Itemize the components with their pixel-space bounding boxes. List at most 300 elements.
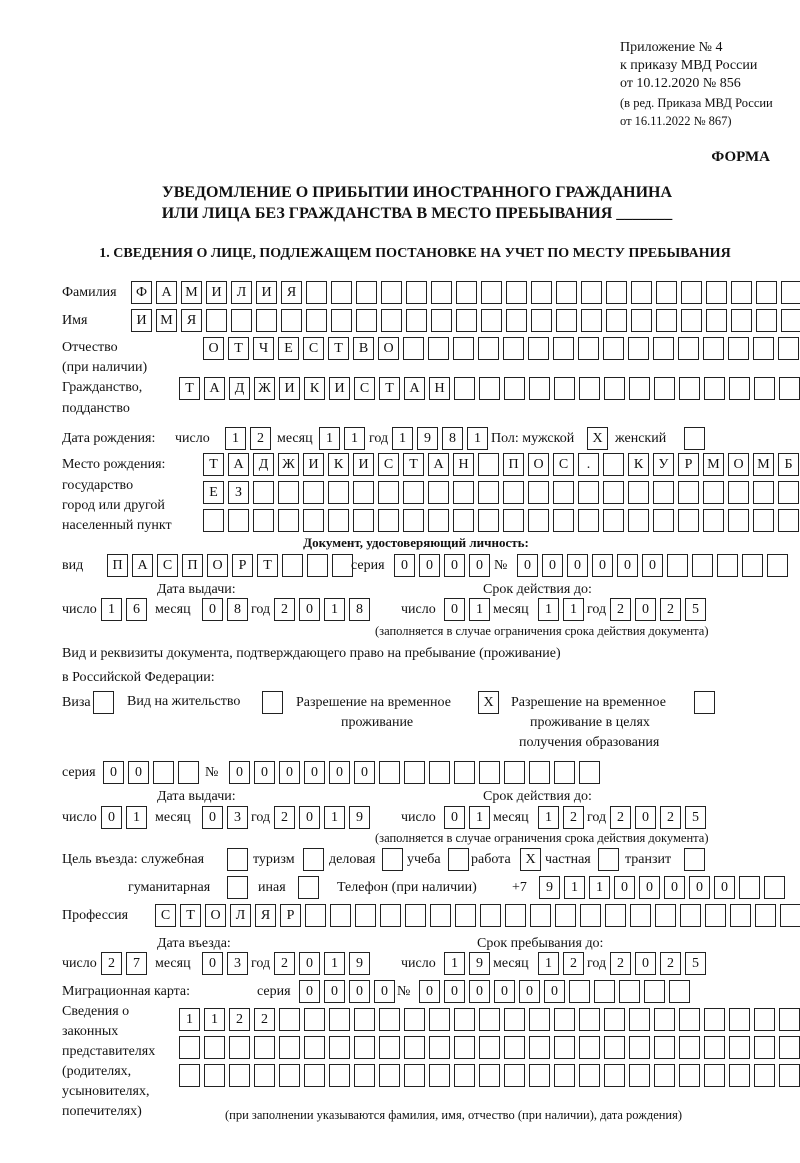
char-box[interactable]: И	[303, 453, 324, 476]
patronymic-boxes[interactable]	[203, 337, 799, 360]
char-box[interactable]: 1	[467, 427, 488, 450]
char-box[interactable]	[679, 377, 700, 400]
char-box[interactable]	[604, 1064, 625, 1087]
char-box[interactable]: 3	[227, 806, 248, 829]
char-box[interactable]	[331, 281, 352, 304]
char-box[interactable]	[780, 904, 800, 927]
char-box[interactable]	[279, 1036, 300, 1059]
char-box[interactable]	[428, 509, 449, 532]
char-box[interactable]	[753, 509, 774, 532]
birthplace-boxes[interactable]	[203, 481, 799, 504]
char-box[interactable]	[679, 1064, 700, 1087]
char-box[interactable]: 2	[660, 806, 681, 829]
char-box[interactable]	[256, 309, 277, 332]
char-box[interactable]: 2	[660, 952, 681, 975]
char-box[interactable]	[278, 481, 299, 504]
char-box[interactable]: Я	[255, 904, 276, 927]
char-box[interactable]	[404, 1008, 425, 1031]
birthplace-boxes[interactable]	[203, 509, 799, 532]
birthplace-boxes[interactable]	[203, 453, 799, 476]
char-box[interactable]	[556, 309, 577, 332]
char-box[interactable]	[756, 281, 777, 304]
char-box[interactable]: 1	[563, 598, 584, 621]
char-box[interactable]	[778, 337, 799, 360]
char-box[interactable]	[530, 904, 551, 927]
char-box[interactable]: 0	[567, 554, 588, 577]
phone-boxes[interactable]	[539, 876, 785, 899]
char-box[interactable]	[631, 281, 652, 304]
char-box[interactable]	[704, 1064, 725, 1087]
char-box[interactable]: 0	[544, 980, 565, 1003]
char-box[interactable]: А	[228, 453, 249, 476]
char-box[interactable]	[227, 876, 248, 899]
char-box[interactable]: 1	[589, 876, 610, 899]
char-box[interactable]: X	[587, 427, 608, 450]
char-box[interactable]: Ч	[253, 337, 274, 360]
id-issue-year-boxes[interactable]	[274, 598, 370, 621]
char-box[interactable]	[684, 427, 705, 450]
char-box[interactable]	[380, 904, 401, 927]
char-box[interactable]: Т	[379, 377, 400, 400]
char-box[interactable]	[505, 904, 526, 927]
char-box[interactable]	[703, 509, 724, 532]
char-box[interactable]	[604, 1036, 625, 1059]
char-box[interactable]	[742, 554, 763, 577]
char-box[interactable]	[329, 1064, 350, 1087]
char-box[interactable]: 0	[517, 554, 538, 577]
char-box[interactable]: 0	[635, 806, 656, 829]
char-box[interactable]	[629, 1064, 650, 1087]
char-box[interactable]	[331, 309, 352, 332]
char-box[interactable]	[531, 281, 552, 304]
stay-valid-month-boxes[interactable]	[538, 806, 584, 829]
char-box[interactable]	[329, 1008, 350, 1031]
char-box[interactable]	[203, 509, 224, 532]
char-box[interactable]	[603, 337, 624, 360]
birth-year-boxes[interactable]	[392, 427, 488, 450]
char-box[interactable]	[478, 481, 499, 504]
char-box[interactable]: Ж	[254, 377, 275, 400]
char-box[interactable]	[704, 1008, 725, 1031]
residence-checkbox[interactable]	[262, 691, 283, 714]
char-box[interactable]	[528, 481, 549, 504]
char-box[interactable]: К	[328, 453, 349, 476]
char-box[interactable]	[454, 1064, 475, 1087]
char-box[interactable]	[654, 1036, 675, 1059]
id-kind-boxes[interactable]	[107, 554, 353, 577]
char-box[interactable]	[579, 377, 600, 400]
stay-issue-day-boxes[interactable]	[101, 806, 147, 829]
char-box[interactable]	[679, 1036, 700, 1059]
char-box[interactable]	[481, 309, 502, 332]
char-box[interactable]: 0	[299, 598, 320, 621]
stay-until-day-boxes[interactable]	[444, 952, 490, 975]
char-box[interactable]: 1	[225, 427, 246, 450]
char-box[interactable]: 0	[444, 806, 465, 829]
char-box[interactable]	[356, 309, 377, 332]
citizenship-boxes[interactable]	[179, 377, 800, 400]
char-box[interactable]: 0	[329, 761, 350, 784]
char-box[interactable]: Т	[203, 453, 224, 476]
char-box[interactable]	[304, 1008, 325, 1031]
char-box[interactable]	[403, 509, 424, 532]
char-box[interactable]	[354, 1036, 375, 1059]
sex-male-checkbox[interactable]	[587, 427, 608, 450]
char-box[interactable]: 3	[227, 952, 248, 975]
char-box[interactable]: К	[304, 377, 325, 400]
char-box[interactable]	[506, 281, 527, 304]
char-box[interactable]	[754, 377, 775, 400]
char-box[interactable]: 2	[610, 806, 631, 829]
char-box[interactable]: 1	[101, 598, 122, 621]
stay-issue-month-boxes[interactable]	[202, 806, 248, 829]
char-box[interactable]	[654, 1064, 675, 1087]
char-box[interactable]: 0	[494, 980, 515, 1003]
char-box[interactable]: 0	[103, 761, 124, 784]
char-box[interactable]	[282, 554, 303, 577]
char-box[interactable]: И	[131, 309, 152, 332]
id-issue-day-boxes[interactable]	[101, 598, 147, 621]
char-box[interactable]: 2	[610, 598, 631, 621]
char-box[interactable]	[579, 761, 600, 784]
char-box[interactable]: З	[228, 481, 249, 504]
char-box[interactable]: 0	[202, 598, 223, 621]
char-box[interactable]	[528, 337, 549, 360]
char-box[interactable]: 8	[442, 427, 463, 450]
char-box[interactable]	[739, 876, 760, 899]
char-box[interactable]	[631, 309, 652, 332]
char-box[interactable]: 0	[324, 980, 345, 1003]
char-box[interactable]: О	[203, 337, 224, 360]
char-box[interactable]	[628, 337, 649, 360]
char-box[interactable]: 1	[538, 598, 559, 621]
char-box[interactable]	[555, 904, 576, 927]
char-box[interactable]	[778, 481, 799, 504]
char-box[interactable]	[262, 691, 283, 714]
char-box[interactable]	[684, 848, 705, 871]
char-box[interactable]	[628, 481, 649, 504]
char-box[interactable]	[554, 377, 575, 400]
char-box[interactable]: 0	[614, 876, 635, 899]
char-box[interactable]: И	[353, 453, 374, 476]
char-box[interactable]: С	[378, 453, 399, 476]
char-box[interactable]: 1	[392, 427, 413, 450]
char-box[interactable]	[403, 481, 424, 504]
char-box[interactable]	[303, 481, 324, 504]
char-box[interactable]	[529, 1036, 550, 1059]
char-box[interactable]	[405, 904, 426, 927]
char-box[interactable]: 5	[685, 806, 706, 829]
char-box[interactable]	[706, 281, 727, 304]
migration-number-boxes[interactable]	[419, 980, 690, 1003]
char-box[interactable]	[781, 281, 800, 304]
char-box[interactable]	[679, 1008, 700, 1031]
char-box[interactable]: 8	[227, 598, 248, 621]
char-box[interactable]	[356, 281, 377, 304]
char-box[interactable]	[231, 309, 252, 332]
char-box[interactable]	[253, 481, 274, 504]
char-box[interactable]: 0	[254, 761, 275, 784]
char-box[interactable]	[478, 509, 499, 532]
char-box[interactable]	[303, 848, 324, 871]
char-box[interactable]	[779, 1064, 800, 1087]
profession-boxes[interactable]	[155, 904, 800, 927]
char-box[interactable]: 2	[254, 1008, 275, 1031]
char-box[interactable]: 0	[128, 761, 149, 784]
char-box[interactable]	[654, 377, 675, 400]
char-box[interactable]	[431, 309, 452, 332]
char-box[interactable]	[479, 1064, 500, 1087]
char-box[interactable]: О	[207, 554, 228, 577]
char-box[interactable]	[204, 1064, 225, 1087]
purpose-humanitarian-checkbox[interactable]	[227, 876, 248, 899]
char-box[interactable]: Т	[328, 337, 349, 360]
char-box[interactable]	[403, 337, 424, 360]
char-box[interactable]: 1	[469, 806, 490, 829]
char-box[interactable]	[778, 509, 799, 532]
migration-series-boxes[interactable]	[299, 980, 395, 1003]
char-box[interactable]	[179, 1064, 200, 1087]
char-box[interactable]	[428, 337, 449, 360]
char-box[interactable]	[605, 904, 626, 927]
char-box[interactable]: С	[157, 554, 178, 577]
char-box[interactable]	[279, 1064, 300, 1087]
char-box[interactable]: Д	[229, 377, 250, 400]
char-box[interactable]	[731, 309, 752, 332]
char-box[interactable]: 0	[689, 876, 710, 899]
char-box[interactable]	[382, 848, 403, 871]
char-box[interactable]: П	[182, 554, 203, 577]
char-box[interactable]: И	[279, 377, 300, 400]
char-box[interactable]	[478, 337, 499, 360]
char-box[interactable]	[579, 1036, 600, 1059]
char-box[interactable]	[306, 309, 327, 332]
char-box[interactable]	[379, 761, 400, 784]
purpose-work-checkbox[interactable]	[520, 848, 541, 871]
char-box[interactable]: 0	[202, 806, 223, 829]
char-box[interactable]	[578, 337, 599, 360]
char-box[interactable]: Л	[231, 281, 252, 304]
char-box[interactable]: 1	[538, 952, 559, 975]
char-box[interactable]	[554, 1008, 575, 1031]
char-box[interactable]	[307, 554, 328, 577]
id-valid-day-boxes[interactable]	[444, 598, 490, 621]
char-box[interactable]	[669, 980, 690, 1003]
char-box[interactable]: С	[553, 453, 574, 476]
char-box[interactable]	[678, 337, 699, 360]
char-box[interactable]	[429, 1008, 450, 1031]
char-box[interactable]: 0	[299, 980, 320, 1003]
char-box[interactable]	[253, 509, 274, 532]
char-box[interactable]: 0	[519, 980, 540, 1003]
char-box[interactable]	[529, 377, 550, 400]
char-box[interactable]	[581, 309, 602, 332]
char-box[interactable]	[228, 509, 249, 532]
char-box[interactable]: Е	[203, 481, 224, 504]
char-box[interactable]: Л	[230, 904, 251, 927]
char-box[interactable]	[603, 481, 624, 504]
char-box[interactable]: 0	[229, 761, 250, 784]
char-box[interactable]	[729, 1008, 750, 1031]
char-box[interactable]	[504, 761, 525, 784]
char-box[interactable]	[764, 876, 785, 899]
char-box[interactable]	[653, 337, 674, 360]
char-box[interactable]	[554, 1064, 575, 1087]
char-box[interactable]: Н	[429, 377, 450, 400]
char-box[interactable]: К	[628, 453, 649, 476]
char-box[interactable]	[429, 1064, 450, 1087]
char-box[interactable]	[754, 1008, 775, 1031]
char-box[interactable]	[406, 281, 427, 304]
id-valid-month-boxes[interactable]	[538, 598, 584, 621]
char-box[interactable]	[728, 509, 749, 532]
char-box[interactable]: М	[181, 281, 202, 304]
char-box[interactable]	[353, 509, 374, 532]
char-box[interactable]: 0	[642, 554, 663, 577]
char-box[interactable]	[454, 1008, 475, 1031]
stay-until-month-boxes[interactable]	[538, 952, 584, 975]
char-box[interactable]	[678, 481, 699, 504]
char-box[interactable]	[204, 1036, 225, 1059]
char-box[interactable]	[453, 481, 474, 504]
char-box[interactable]: 9	[349, 806, 370, 829]
surname-boxes[interactable]	[131, 281, 800, 304]
char-box[interactable]	[644, 980, 665, 1003]
char-box[interactable]: 1	[538, 806, 559, 829]
char-box[interactable]: 0	[664, 876, 685, 899]
char-box[interactable]	[448, 848, 469, 871]
char-box[interactable]: 1	[319, 427, 340, 450]
birth-month-boxes[interactable]	[319, 427, 365, 450]
char-box[interactable]	[381, 281, 402, 304]
char-box[interactable]	[703, 337, 724, 360]
char-box[interactable]	[729, 377, 750, 400]
char-box[interactable]: Я	[181, 309, 202, 332]
char-box[interactable]: X	[520, 848, 541, 871]
char-box[interactable]: О	[528, 453, 549, 476]
char-box[interactable]: 1	[469, 598, 490, 621]
char-box[interactable]: 0	[304, 761, 325, 784]
char-box[interactable]: А	[428, 453, 449, 476]
char-box[interactable]	[694, 691, 715, 714]
char-box[interactable]	[305, 904, 326, 927]
char-box[interactable]	[729, 1036, 750, 1059]
char-box[interactable]	[594, 980, 615, 1003]
stay-valid-year-boxes[interactable]	[610, 806, 706, 829]
char-box[interactable]: 2	[250, 427, 271, 450]
char-box[interactable]: 1	[324, 952, 345, 975]
char-box[interactable]	[354, 1064, 375, 1087]
representatives-boxes[interactable]	[179, 1008, 800, 1031]
char-box[interactable]	[406, 309, 427, 332]
char-box[interactable]	[603, 453, 624, 476]
char-box[interactable]	[717, 554, 738, 577]
id-issue-month-boxes[interactable]	[202, 598, 248, 621]
char-box[interactable]	[619, 980, 640, 1003]
char-box[interactable]	[229, 1064, 250, 1087]
char-box[interactable]	[298, 876, 319, 899]
char-box[interactable]	[656, 281, 677, 304]
char-box[interactable]: П	[107, 554, 128, 577]
char-box[interactable]: 5	[685, 598, 706, 621]
char-box[interactable]	[353, 481, 374, 504]
char-box[interactable]	[254, 1064, 275, 1087]
char-box[interactable]	[753, 481, 774, 504]
char-box[interactable]: С	[354, 377, 375, 400]
char-box[interactable]: 2	[274, 598, 295, 621]
char-box[interactable]: 0	[617, 554, 638, 577]
char-box[interactable]	[705, 904, 726, 927]
char-box[interactable]	[504, 1064, 525, 1087]
char-box[interactable]	[178, 761, 199, 784]
char-box[interactable]	[554, 1036, 575, 1059]
char-box[interactable]: 6	[126, 598, 147, 621]
char-box[interactable]	[779, 377, 800, 400]
char-box[interactable]	[304, 1064, 325, 1087]
char-box[interactable]	[730, 904, 751, 927]
char-box[interactable]: 0	[469, 980, 490, 1003]
char-box[interactable]	[578, 509, 599, 532]
char-box[interactable]: 0	[639, 876, 660, 899]
char-box[interactable]: 9	[469, 952, 490, 975]
char-box[interactable]	[479, 1036, 500, 1059]
char-box[interactable]: 0	[299, 806, 320, 829]
stay-series-boxes[interactable]	[103, 761, 199, 784]
char-box[interactable]	[580, 904, 601, 927]
char-box[interactable]	[553, 509, 574, 532]
char-box[interactable]	[754, 1064, 775, 1087]
char-box[interactable]: О	[728, 453, 749, 476]
char-box[interactable]	[606, 281, 627, 304]
char-box[interactable]: 0	[469, 554, 490, 577]
char-box[interactable]: 0	[374, 980, 395, 1003]
char-box[interactable]	[581, 281, 602, 304]
char-box[interactable]	[579, 1008, 600, 1031]
char-box[interactable]	[355, 904, 376, 927]
char-box[interactable]: 0	[419, 554, 440, 577]
char-box[interactable]	[681, 309, 702, 332]
char-box[interactable]	[281, 309, 302, 332]
char-box[interactable]: 0	[202, 952, 223, 975]
char-box[interactable]	[603, 509, 624, 532]
stay-issue-year-boxes[interactable]	[274, 806, 370, 829]
char-box[interactable]	[681, 281, 702, 304]
char-box[interactable]	[504, 377, 525, 400]
char-box[interactable]	[704, 1036, 725, 1059]
char-box[interactable]	[303, 509, 324, 532]
char-box[interactable]: 0	[444, 598, 465, 621]
char-box[interactable]	[754, 1036, 775, 1059]
char-box[interactable]: 0	[444, 980, 465, 1003]
char-box[interactable]: 8	[349, 598, 370, 621]
char-box[interactable]	[678, 509, 699, 532]
char-box[interactable]	[629, 1036, 650, 1059]
birth-day-boxes[interactable]	[225, 427, 271, 450]
char-box[interactable]: 0	[349, 980, 370, 1003]
char-box[interactable]	[731, 281, 752, 304]
char-box[interactable]: О	[205, 904, 226, 927]
char-box[interactable]	[227, 848, 248, 871]
char-box[interactable]: 0	[592, 554, 613, 577]
char-box[interactable]	[654, 1008, 675, 1031]
char-box[interactable]: 2	[610, 952, 631, 975]
char-box[interactable]: Р	[678, 453, 699, 476]
char-box[interactable]: 1	[324, 598, 345, 621]
char-box[interactable]: Т	[180, 904, 201, 927]
char-box[interactable]	[504, 1008, 525, 1031]
char-box[interactable]: 2	[274, 806, 295, 829]
char-box[interactable]	[753, 337, 774, 360]
